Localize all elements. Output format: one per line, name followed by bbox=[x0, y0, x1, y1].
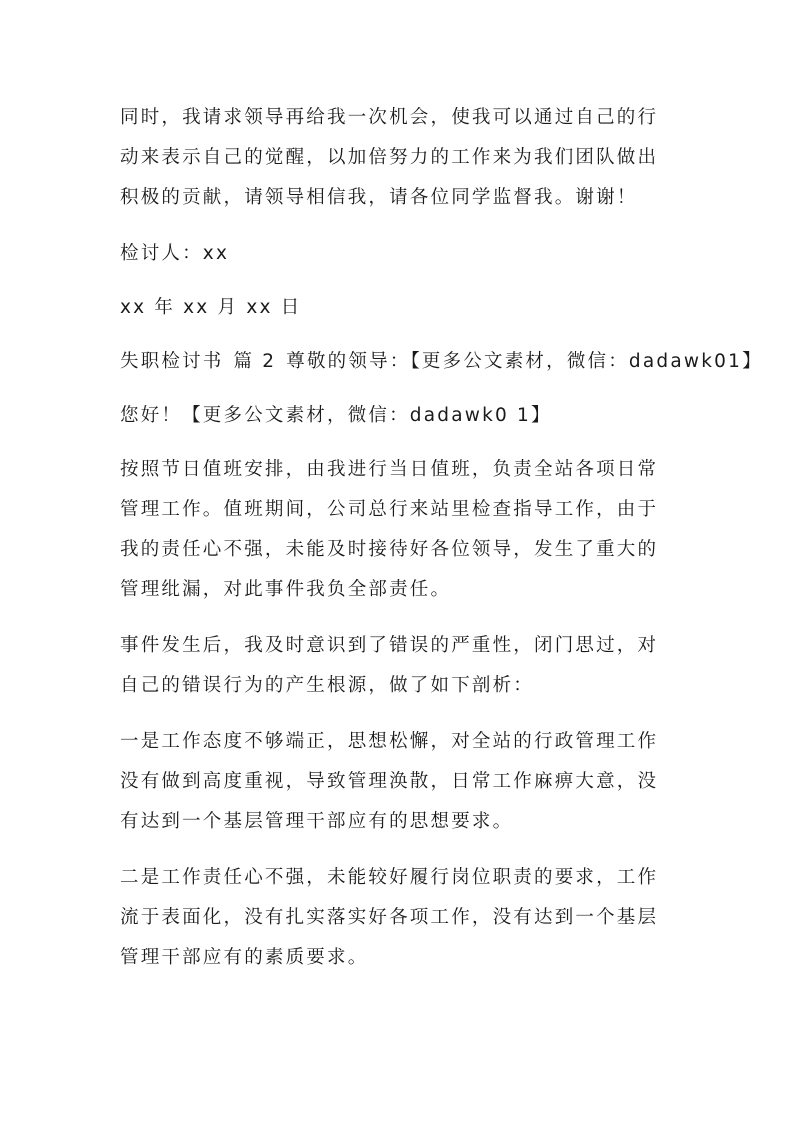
text-line: 按照节日值班安排，由我进行当日值班，负责全站各项日常 bbox=[120, 459, 659, 480]
heading-part: 篇 2 bbox=[233, 351, 277, 372]
text-line: 同时，我请求领导再给我一次机会，使我可以通过自己的行 bbox=[120, 107, 659, 128]
heading-title: 失职检讨书 bbox=[120, 351, 224, 372]
section-heading bbox=[120, 342, 763, 382]
salutation-line: 您好！【更多公文素材，微信：dadawk0 1】 bbox=[120, 405, 552, 426]
text-line: 二是工作责任心不强，未能较好履行岗位职责的要求，工作 bbox=[120, 867, 659, 888]
text-line: 没有做到高度重视，导致管理涣散，日常工作麻痹大意，没 bbox=[120, 771, 659, 792]
text-line: 自己的错误行为的产生根源，做了如下剖析： bbox=[120, 675, 535, 696]
text-line: 管理工作。值班期间，公司总行来站里检查指导工作，由于 bbox=[120, 499, 659, 520]
text-line: 事件发生后，我及时意识到了错误的严重性，闭门思过，对 bbox=[120, 635, 659, 656]
text-line: 我的责任心不强，未能及时接待好各位领导，发生了重大的 bbox=[120, 539, 659, 560]
body-paragraph bbox=[120, 722, 680, 842]
body-paragraph bbox=[120, 450, 680, 610]
text-line: 积极的贡献，请领导相信我，请各位同学监督我。谢谢！ bbox=[120, 187, 638, 208]
text-line: 动来表示自己的觉醒，以加倍努力的工作来为我们团队做出 bbox=[120, 147, 659, 168]
closing-paragraph bbox=[120, 98, 680, 218]
body-paragraph bbox=[120, 626, 680, 706]
text-line: 管理纰漏，对此事件我负全部责任。 bbox=[120, 579, 452, 600]
heading-greeting: 尊敬的领导：【更多公文素材，微信：dadawk01】 bbox=[286, 351, 763, 372]
text-line: 有达到一个基层管理干部应有的思想要求。 bbox=[120, 811, 514, 832]
body-paragraph bbox=[120, 858, 680, 978]
text-line: 管理干部应有的素质要求。 bbox=[120, 947, 369, 968]
date-line: xx 年 xx 月 xx 日 bbox=[120, 297, 302, 318]
text-line: 流于表面化，没有扎实落实好各项工作，没有达到一个基层 bbox=[120, 907, 659, 928]
signer-line: 检讨人：xx bbox=[120, 243, 230, 264]
document-content bbox=[120, 98, 763, 994]
text-line: 一是工作态度不够端正，思想松懈，对全站的行政管理工作 bbox=[120, 731, 659, 752]
